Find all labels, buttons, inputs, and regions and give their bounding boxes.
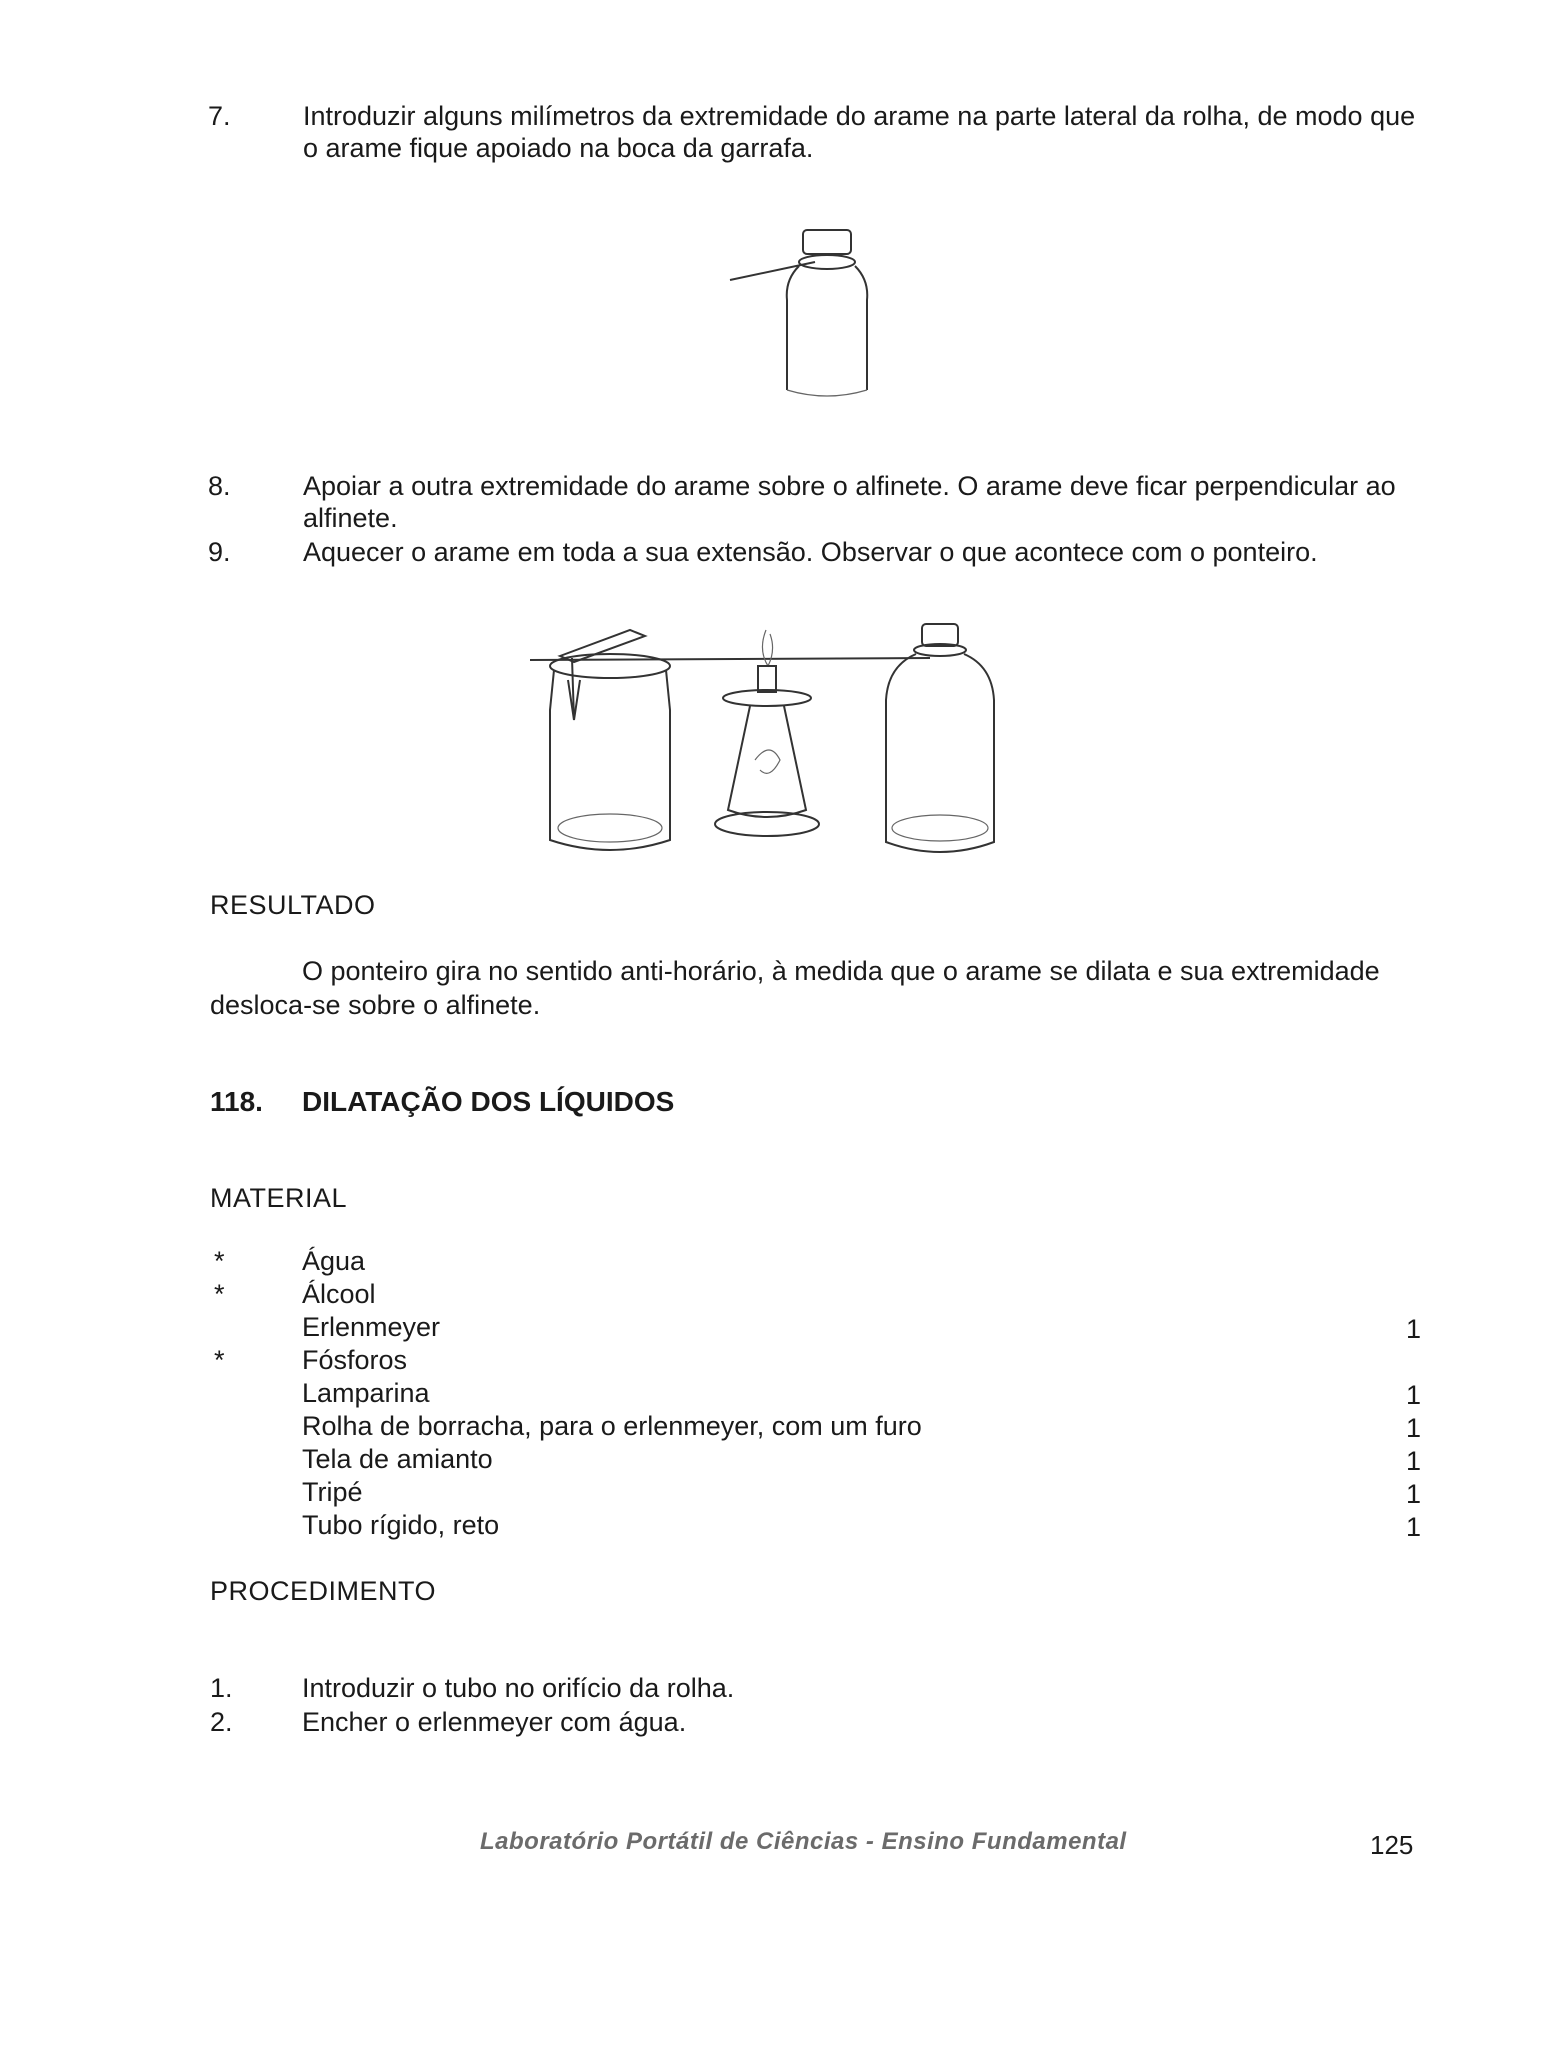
step-text: Encher o erlenmeyer com água. [302,1707,687,1737]
material-name: Fósforos [302,1345,408,1375]
cork [803,230,851,254]
step-number: 2. [210,1707,233,1737]
step-text: Introduzir alguns milímetros da extremidade do arame na parte lateral da rolha, de modo que o arame fique apoiado na boca da garrafa. [303,101,1416,163]
material-item [210,1246,1425,1279]
bottle-left-side [787,266,799,390]
step-number: 1. [210,1673,233,1703]
bottle-bottom [787,390,867,396]
material-item [210,1279,1425,1312]
material-qty: 1 [1405,1512,1421,1542]
asterisk: * [214,1345,225,1375]
asterisk: * [214,1246,225,1276]
material-name: Tela de amianto [302,1444,493,1474]
material-qty: 1 [1405,1314,1421,1344]
material-item [210,1378,1425,1411]
bottles-lamp-apparatus-icon [530,610,1010,870]
bottle-mouth [799,255,855,269]
material-name: Rolha de borracha, para o erlenmeyer, com um furo [302,1411,922,1441]
material-qty: 1 [1405,1413,1421,1443]
material-heading: MATERIAL [210,1183,348,1213]
material-item [210,1411,1425,1444]
material-item [210,1510,1425,1543]
section-number: 118. [210,1086,263,1117]
footer-title: Laboratório Portátil de Ciências - Ensino Fundamental [480,1828,1127,1855]
material-name: Tubo rígido, reto [302,1510,500,1540]
cork [922,624,958,646]
material-qty: 1 [1405,1479,1421,1509]
step-text: Apoiar a outra extremidade do arame sobre o alfinete. O arame deve ficar perpendicular ao alfinete. [303,471,1396,533]
wick-holder [758,666,776,692]
material-qty: 1 [1405,1446,1421,1476]
step-number: 8. [208,471,231,501]
left-bottle [550,630,670,850]
material-item [210,1444,1425,1477]
procedimento-heading: PROCEDIMENTO [210,1576,437,1606]
material-name: Erlenmeyer [302,1312,441,1342]
bottle-right-side [855,266,867,390]
step-text: Introduzir o tubo no orifício da rolha. [302,1673,735,1703]
material-name: Tripé [302,1477,363,1507]
material-name: Álcool [302,1279,376,1309]
material-name: Lamparina [302,1378,430,1408]
section-name: DILATAÇÃO DOS LÍQUIDOS [302,1086,675,1117]
material-qty: 1 [1405,1380,1421,1410]
page-number: 125 [1370,1830,1414,1860]
wire [530,658,930,660]
material-item [210,1477,1425,1510]
material-item [210,1345,1425,1378]
material-name: Água [302,1246,366,1276]
resultado-heading: RESULTADO [210,890,376,920]
step-number: 9. [208,537,231,567]
lamp-base [715,812,819,836]
bottle-with-wire-icon [715,220,915,420]
resultado-text: O ponteiro gira no sentido anti-horário, à medida que o arame se dilata e sua extremidade desloca-se sobre o alfinete. [210,956,1380,1020]
step-number: 7. [208,101,231,131]
material-item [210,1312,1425,1345]
step-text: Aquecer o arame em toda a sua extensão. Observar o que acontece com o ponteiro. [303,537,1318,567]
flame [762,630,772,666]
asterisk: * [214,1279,225,1309]
alcohol-lamp [715,630,819,836]
